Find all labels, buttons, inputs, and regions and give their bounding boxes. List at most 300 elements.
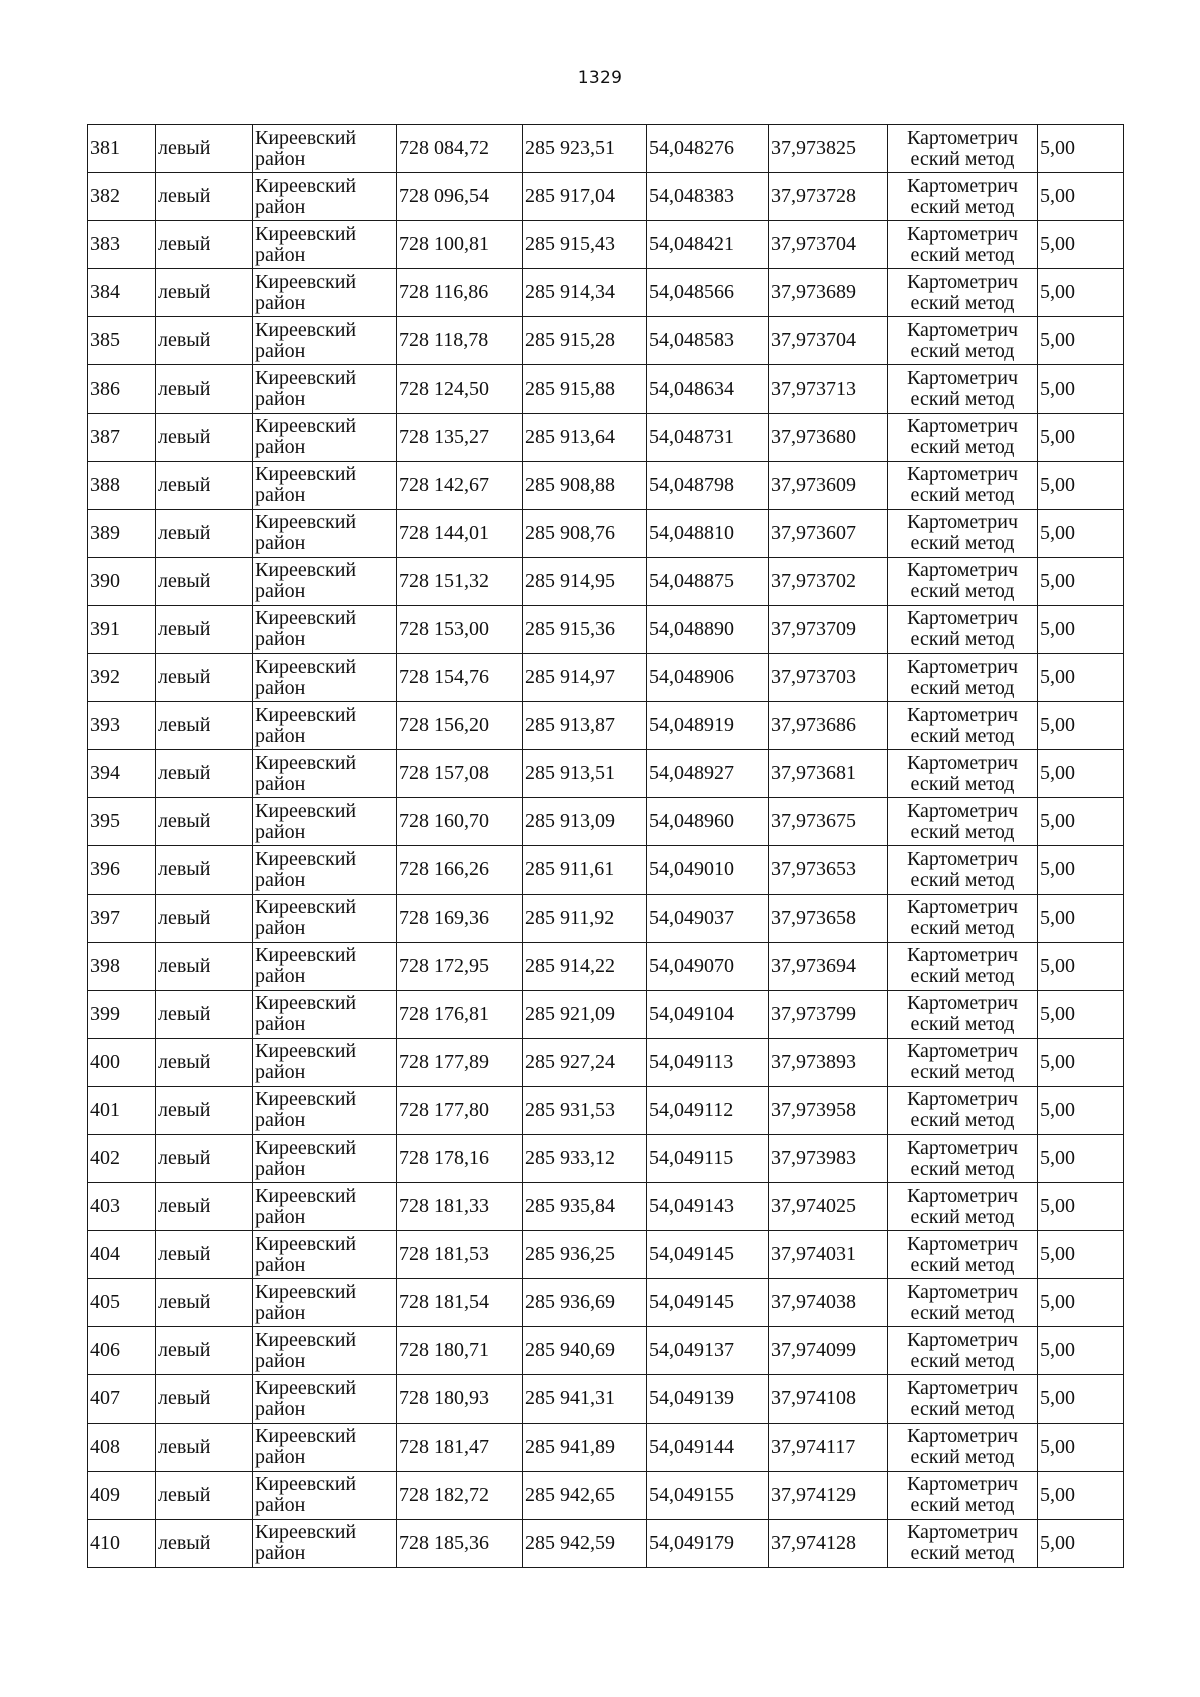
district-line-1: Киреевский — [255, 1040, 357, 1063]
district-line-2: район — [255, 1253, 306, 1276]
latitude-cell: 54,049143 — [647, 1183, 769, 1231]
district-line-1: Киреевский — [255, 1088, 357, 1111]
method-line-1: Картометрич — [906, 174, 1019, 197]
longitude-cell: 37,974038 — [769, 1279, 888, 1327]
accuracy-cell: 5,00 — [1038, 654, 1124, 702]
district-line-1: Киреевский — [255, 1184, 357, 1207]
longitude-cell: 37,973689 — [769, 269, 888, 317]
coordinate-x-cell: 728 151,32 — [397, 557, 523, 605]
bank-side-cell: левый — [156, 702, 253, 750]
method-line-2: еский метод — [910, 291, 1015, 314]
method-cell — [888, 1038, 1038, 1086]
method-line-2: еский метод — [910, 724, 1015, 747]
table-row — [88, 750, 1124, 798]
bank-side-cell: левый — [156, 1086, 253, 1134]
table-row — [88, 702, 1124, 750]
table-row — [88, 173, 1124, 221]
longitude-cell: 37,973680 — [769, 413, 888, 461]
longitude-cell: 37,973825 — [769, 125, 888, 173]
table-row — [88, 990, 1124, 1038]
table-row — [88, 413, 1124, 461]
method-line-1: Картометрич — [906, 751, 1019, 774]
accuracy-cell: 5,00 — [1038, 1231, 1124, 1279]
method-cell — [888, 702, 1038, 750]
method-line-1: Картометрич — [906, 607, 1019, 630]
district-line-1: Киреевский — [255, 126, 357, 149]
longitude-cell: 37,973709 — [769, 605, 888, 653]
method-line-2: еский метод — [910, 1446, 1015, 1469]
coordinate-x-cell: 728 182,72 — [397, 1471, 523, 1519]
bank-side-cell: левый — [156, 1231, 253, 1279]
bank-side-cell: левый — [156, 269, 253, 317]
point-number-cell: 397 — [88, 894, 156, 942]
district-line-2: район — [255, 243, 306, 266]
method-line-2: еский метод — [910, 1061, 1015, 1084]
method-line-1: Картометрич — [906, 1280, 1019, 1303]
point-number-cell: 398 — [88, 942, 156, 990]
coordinate-x-cell: 728 181,47 — [397, 1423, 523, 1471]
accuracy-cell: 5,00 — [1038, 557, 1124, 605]
point-number-cell: 410 — [88, 1519, 156, 1567]
district-cell — [253, 317, 397, 365]
longitude-cell: 37,973704 — [769, 221, 888, 269]
latitude-cell: 54,048906 — [647, 654, 769, 702]
coordinate-y-cell: 285 936,69 — [523, 1279, 647, 1327]
coordinate-x-cell: 728 154,76 — [397, 654, 523, 702]
district-line-1: Киреевский — [255, 992, 357, 1015]
coordinate-y-cell: 285 940,69 — [523, 1327, 647, 1375]
latitude-cell: 54,049115 — [647, 1134, 769, 1182]
method-cell — [888, 1134, 1038, 1182]
bank-side-cell: левый — [156, 605, 253, 653]
table-row — [88, 798, 1124, 846]
accuracy-cell: 5,00 — [1038, 846, 1124, 894]
accuracy-cell: 5,00 — [1038, 269, 1124, 317]
method-cell — [888, 509, 1038, 557]
coordinate-y-cell: 285 911,92 — [523, 894, 647, 942]
district-cell — [253, 1519, 397, 1567]
district-cell — [253, 461, 397, 509]
longitude-cell: 37,973675 — [769, 798, 888, 846]
district-line-2: район — [255, 484, 306, 507]
coordinate-x-cell: 728 176,81 — [397, 990, 523, 1038]
table-row — [88, 1423, 1124, 1471]
point-number-cell: 382 — [88, 173, 156, 221]
method-line-2: еский метод — [910, 339, 1015, 362]
method-line-1: Картометрич — [906, 463, 1019, 486]
method-line-1: Картометрич — [906, 1425, 1019, 1448]
point-number-cell: 401 — [88, 1086, 156, 1134]
bank-side-cell: левый — [156, 990, 253, 1038]
district-line-2: район — [255, 1446, 306, 1469]
method-cell — [888, 1375, 1038, 1423]
coordinate-x-cell: 728 124,50 — [397, 365, 523, 413]
district-line-1: Киреевский — [255, 1328, 357, 1351]
coordinate-y-cell: 285 914,97 — [523, 654, 647, 702]
longitude-cell: 37,973728 — [769, 173, 888, 221]
method-line-2: еский метод — [910, 628, 1015, 651]
longitude-cell: 37,973703 — [769, 654, 888, 702]
bank-side-cell: левый — [156, 125, 253, 173]
district-cell — [253, 990, 397, 1038]
district-line-1: Киреевский — [255, 944, 357, 967]
longitude-cell: 37,973704 — [769, 317, 888, 365]
coordinate-y-cell: 285 936,25 — [523, 1231, 647, 1279]
accuracy-cell: 5,00 — [1038, 173, 1124, 221]
coordinate-y-cell: 285 915,36 — [523, 605, 647, 653]
district-cell — [253, 509, 397, 557]
bank-side-cell: левый — [156, 413, 253, 461]
accuracy-cell: 5,00 — [1038, 1423, 1124, 1471]
district-cell — [253, 702, 397, 750]
method-line-1: Картометрич — [906, 847, 1019, 870]
district-line-1: Киреевский — [255, 703, 357, 726]
district-line-2: район — [255, 195, 306, 218]
point-number-cell: 387 — [88, 413, 156, 461]
table-row — [88, 1183, 1124, 1231]
coordinate-y-cell: 285 908,76 — [523, 509, 647, 557]
coordinate-y-cell: 285 921,09 — [523, 990, 647, 1038]
table-row — [88, 365, 1124, 413]
method-line-1: Картометрич — [906, 1521, 1019, 1544]
coordinate-x-cell: 728 084,72 — [397, 125, 523, 173]
method-line-2: еский метод — [910, 965, 1015, 988]
method-line-1: Картометрич — [906, 222, 1019, 245]
district-line-2: район — [255, 436, 306, 459]
method-line-2: еский метод — [910, 820, 1015, 843]
coordinate-x-cell: 728 142,67 — [397, 461, 523, 509]
coordinate-x-cell: 728 172,95 — [397, 942, 523, 990]
latitude-cell: 54,049104 — [647, 990, 769, 1038]
method-cell — [888, 269, 1038, 317]
district-line-1: Киреевский — [255, 751, 357, 774]
bank-side-cell: левый — [156, 846, 253, 894]
latitude-cell: 54,049179 — [647, 1519, 769, 1567]
district-line-1: Киреевский — [255, 896, 357, 919]
point-number-cell: 395 — [88, 798, 156, 846]
district-line-1: Киреевский — [255, 847, 357, 870]
latitude-cell: 54,048421 — [647, 221, 769, 269]
table-row — [88, 1086, 1124, 1134]
bank-side-cell: левый — [156, 942, 253, 990]
district-line-1: Киреевский — [255, 1280, 357, 1303]
method-line-1: Картометрич — [906, 944, 1019, 967]
district-cell — [253, 1327, 397, 1375]
method-line-1: Картометрич — [906, 511, 1019, 534]
district-line-1: Киреевский — [255, 318, 357, 341]
coordinate-x-cell: 728 166,26 — [397, 846, 523, 894]
bank-side-cell: левый — [156, 365, 253, 413]
district-cell — [253, 1423, 397, 1471]
coordinate-y-cell: 285 915,43 — [523, 221, 647, 269]
method-cell — [888, 654, 1038, 702]
coordinate-y-cell: 285 911,61 — [523, 846, 647, 894]
method-line-2: еский метод — [910, 484, 1015, 507]
longitude-cell: 37,973681 — [769, 750, 888, 798]
accuracy-cell: 5,00 — [1038, 509, 1124, 557]
point-number-cell: 394 — [88, 750, 156, 798]
method-cell — [888, 846, 1038, 894]
district-cell — [253, 654, 397, 702]
method-line-2: еский метод — [910, 580, 1015, 603]
district-line-1: Киреевский — [255, 607, 357, 630]
method-line-1: Картометрич — [906, 367, 1019, 390]
coordinate-x-cell: 728 178,16 — [397, 1134, 523, 1182]
district-cell — [253, 557, 397, 605]
method-cell — [888, 125, 1038, 173]
district-line-2: район — [255, 580, 306, 603]
method-cell — [888, 317, 1038, 365]
method-line-2: еский метод — [910, 1109, 1015, 1132]
coordinate-y-cell: 285 941,89 — [523, 1423, 647, 1471]
district-cell — [253, 1134, 397, 1182]
longitude-cell: 37,973658 — [769, 894, 888, 942]
method-cell — [888, 365, 1038, 413]
district-cell — [253, 894, 397, 942]
method-cell — [888, 173, 1038, 221]
district-cell — [253, 1375, 397, 1423]
point-number-cell: 403 — [88, 1183, 156, 1231]
method-line-2: еский метод — [910, 1397, 1015, 1420]
point-number-cell: 388 — [88, 461, 156, 509]
bank-side-cell: левый — [156, 1183, 253, 1231]
method-cell — [888, 1327, 1038, 1375]
method-line-2: еский метод — [910, 1013, 1015, 1036]
method-line-1: Картометрич — [906, 1088, 1019, 1111]
district-line-1: Киреевский — [255, 559, 357, 582]
longitude-cell: 37,973686 — [769, 702, 888, 750]
latitude-cell: 54,048583 — [647, 317, 769, 365]
district-line-1: Киреевский — [255, 270, 357, 293]
method-line-1: Картометрич — [906, 270, 1019, 293]
accuracy-cell: 5,00 — [1038, 1375, 1124, 1423]
accuracy-cell: 5,00 — [1038, 1279, 1124, 1327]
table-row — [88, 1327, 1124, 1375]
accuracy-cell: 5,00 — [1038, 1183, 1124, 1231]
latitude-cell: 54,048798 — [647, 461, 769, 509]
point-number-cell: 389 — [88, 509, 156, 557]
coordinate-y-cell: 285 914,34 — [523, 269, 647, 317]
accuracy-cell: 5,00 — [1038, 894, 1124, 942]
table-row — [88, 894, 1124, 942]
page-number: 1329 — [577, 68, 623, 88]
bank-side-cell: левый — [156, 894, 253, 942]
table-row — [88, 1134, 1124, 1182]
latitude-cell: 54,048731 — [647, 413, 769, 461]
latitude-cell: 54,048810 — [647, 509, 769, 557]
district-line-2: район — [255, 965, 306, 988]
district-line-1: Киреевский — [255, 799, 357, 822]
district-cell — [253, 1183, 397, 1231]
district-line-2: район — [255, 820, 306, 843]
district-line-2: район — [255, 1205, 306, 1228]
accuracy-cell: 5,00 — [1038, 365, 1124, 413]
method-line-1: Картометрич — [906, 896, 1019, 919]
accuracy-cell: 5,00 — [1038, 1134, 1124, 1182]
method-line-2: еский метод — [910, 1542, 1015, 1565]
method-line-2: еский метод — [910, 388, 1015, 411]
table-row — [88, 557, 1124, 605]
bank-side-cell: левый — [156, 173, 253, 221]
accuracy-cell: 5,00 — [1038, 798, 1124, 846]
method-line-1: Картометрич — [906, 655, 1019, 678]
district-line-1: Киреевский — [255, 655, 357, 678]
method-line-2: еский метод — [910, 532, 1015, 555]
table-row — [88, 221, 1124, 269]
district-line-2: район — [255, 1494, 306, 1517]
coordinate-y-cell: 285 941,31 — [523, 1375, 647, 1423]
district-line-2: район — [255, 868, 306, 891]
table-row — [88, 509, 1124, 557]
longitude-cell: 37,973713 — [769, 365, 888, 413]
accuracy-cell: 5,00 — [1038, 750, 1124, 798]
table-row — [88, 269, 1124, 317]
point-number-cell: 392 — [88, 654, 156, 702]
accuracy-cell: 5,00 — [1038, 1086, 1124, 1134]
longitude-cell: 37,974129 — [769, 1471, 888, 1519]
point-number-cell: 393 — [88, 702, 156, 750]
district-cell — [253, 413, 397, 461]
accuracy-cell: 5,00 — [1038, 702, 1124, 750]
method-cell — [888, 1086, 1038, 1134]
coordinate-x-cell: 728 181,53 — [397, 1231, 523, 1279]
district-line-1: Киреевский — [255, 1136, 357, 1159]
coordinate-y-cell: 285 923,51 — [523, 125, 647, 173]
method-cell — [888, 557, 1038, 605]
latitude-cell: 54,048566 — [647, 269, 769, 317]
method-line-1: Картометрич — [906, 1040, 1019, 1063]
method-line-1: Картометрич — [906, 1473, 1019, 1496]
district-line-1: Киреевский — [255, 222, 357, 245]
district-cell — [253, 1038, 397, 1086]
method-line-1: Картометрич — [906, 1376, 1019, 1399]
bank-side-cell: левый — [156, 1279, 253, 1327]
coordinate-x-cell: 728 144,01 — [397, 509, 523, 557]
bank-side-cell: левый — [156, 317, 253, 365]
coordinate-y-cell: 285 913,64 — [523, 413, 647, 461]
method-line-2: еский метод — [910, 1253, 1015, 1276]
point-number-cell: 402 — [88, 1134, 156, 1182]
accuracy-cell: 5,00 — [1038, 1327, 1124, 1375]
bank-side-cell: левый — [156, 1038, 253, 1086]
district-line-2: район — [255, 147, 306, 170]
table-row — [88, 1375, 1124, 1423]
method-cell — [888, 461, 1038, 509]
point-number-cell: 396 — [88, 846, 156, 894]
latitude-cell: 54,048875 — [647, 557, 769, 605]
point-number-cell: 406 — [88, 1327, 156, 1375]
latitude-cell: 54,049155 — [647, 1471, 769, 1519]
district-cell — [253, 221, 397, 269]
district-cell — [253, 173, 397, 221]
table-row — [88, 846, 1124, 894]
district-line-1: Киреевский — [255, 463, 357, 486]
method-line-2: еский метод — [910, 147, 1015, 170]
accuracy-cell: 5,00 — [1038, 605, 1124, 653]
latitude-cell: 54,048890 — [647, 605, 769, 653]
coordinate-y-cell: 285 915,28 — [523, 317, 647, 365]
district-cell — [253, 1086, 397, 1134]
method-line-1: Картометрич — [906, 703, 1019, 726]
bank-side-cell: левый — [156, 1327, 253, 1375]
method-line-1: Картометрич — [906, 318, 1019, 341]
method-line-2: еский метод — [910, 1301, 1015, 1324]
district-cell — [253, 798, 397, 846]
district-line-2: район — [255, 1349, 306, 1372]
coordinate-y-cell: 285 914,95 — [523, 557, 647, 605]
district-line-1: Киреевский — [255, 1521, 357, 1544]
latitude-cell: 54,049145 — [647, 1279, 769, 1327]
coordinate-y-cell: 285 913,51 — [523, 750, 647, 798]
latitude-cell: 54,048919 — [647, 702, 769, 750]
district-line-1: Киреевский — [255, 1376, 357, 1399]
longitude-cell: 37,973893 — [769, 1038, 888, 1086]
longitude-cell: 37,974128 — [769, 1519, 888, 1567]
coordinate-y-cell: 285 908,88 — [523, 461, 647, 509]
point-number-cell: 384 — [88, 269, 156, 317]
district-line-1: Киреевский — [255, 1232, 357, 1255]
district-line-2: район — [255, 388, 306, 411]
table-row — [88, 461, 1124, 509]
coordinate-y-cell: 285 935,84 — [523, 1183, 647, 1231]
coordinate-x-cell: 728 135,27 — [397, 413, 523, 461]
table-row — [88, 1279, 1124, 1327]
accuracy-cell: 5,00 — [1038, 1471, 1124, 1519]
point-number-cell: 399 — [88, 990, 156, 1038]
district-line-2: район — [255, 917, 306, 940]
longitude-cell: 37,973958 — [769, 1086, 888, 1134]
table-row — [88, 1519, 1124, 1567]
district-cell — [253, 605, 397, 653]
district-line-1: Киреевский — [255, 1425, 357, 1448]
latitude-cell: 54,048383 — [647, 173, 769, 221]
coordinate-y-cell: 285 915,88 — [523, 365, 647, 413]
coordinate-x-cell: 728 177,89 — [397, 1038, 523, 1086]
district-line-2: район — [255, 676, 306, 699]
point-number-cell: 386 — [88, 365, 156, 413]
method-line-1: Картометрич — [906, 126, 1019, 149]
district-line-1: Киреевский — [255, 174, 357, 197]
longitude-cell: 37,973702 — [769, 557, 888, 605]
accuracy-cell: 5,00 — [1038, 317, 1124, 365]
latitude-cell: 54,049037 — [647, 894, 769, 942]
longitude-cell: 37,974117 — [769, 1423, 888, 1471]
coordinate-y-cell: 285 914,22 — [523, 942, 647, 990]
table-row — [88, 942, 1124, 990]
district-line-2: район — [255, 1013, 306, 1036]
method-cell — [888, 413, 1038, 461]
accuracy-cell: 5,00 — [1038, 990, 1124, 1038]
accuracy-cell: 5,00 — [1038, 221, 1124, 269]
coordinate-x-cell: 728 180,93 — [397, 1375, 523, 1423]
coordinate-x-cell: 728 100,81 — [397, 221, 523, 269]
method-line-2: еский метод — [910, 917, 1015, 940]
method-cell — [888, 990, 1038, 1038]
latitude-cell: 54,048960 — [647, 798, 769, 846]
district-line-1: Киреевский — [255, 367, 357, 390]
method-cell — [888, 750, 1038, 798]
point-number-cell: 390 — [88, 557, 156, 605]
table-row — [88, 654, 1124, 702]
coordinate-y-cell: 285 913,87 — [523, 702, 647, 750]
point-number-cell: 409 — [88, 1471, 156, 1519]
coordinate-y-cell: 285 931,53 — [523, 1086, 647, 1134]
longitude-cell: 37,974025 — [769, 1183, 888, 1231]
district-line-2: район — [255, 1397, 306, 1420]
longitude-cell: 37,974099 — [769, 1327, 888, 1375]
district-line-2: район — [255, 1157, 306, 1180]
coordinate-x-cell: 728 185,36 — [397, 1519, 523, 1567]
